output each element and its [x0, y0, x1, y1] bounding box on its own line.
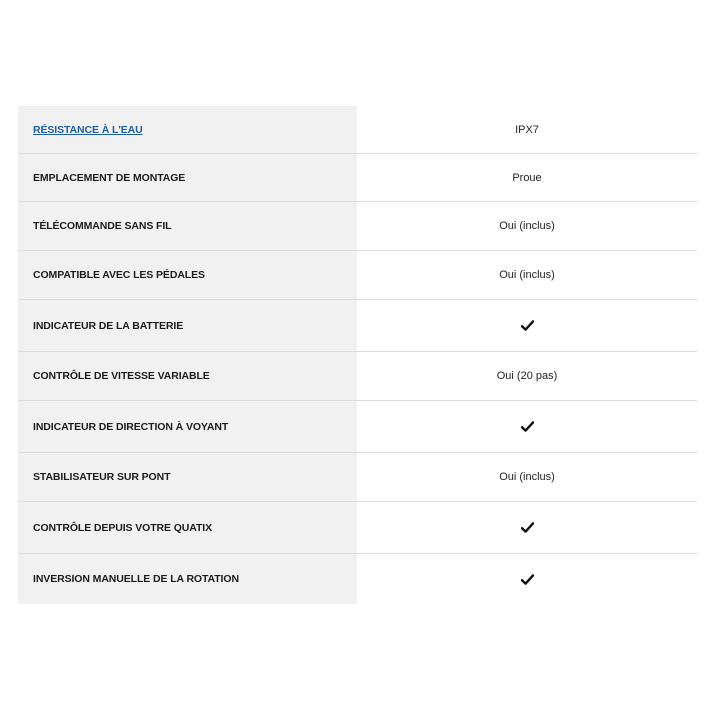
spec-row-mounting-location	[18, 154, 697, 202]
spec-value-battery-indicator	[357, 300, 697, 351]
spec-value-quatix-control	[357, 502, 697, 553]
spec-label-direction-indicator: INDICATEUR DE DIRECTION À VOYANT	[18, 401, 357, 452]
spec-value-pedal-compatible: Oui (inclus)	[499, 269, 555, 281]
spec-row-quatix-control	[18, 502, 697, 554]
spec-table	[18, 106, 697, 604]
spec-row-water-resistance	[18, 106, 697, 154]
spec-row-deck-stabilizer	[18, 453, 697, 502]
spec-value-direction-indicator	[357, 401, 697, 452]
checkmark-icon	[521, 421, 534, 432]
spec-value-manual-reverse	[357, 554, 697, 604]
spec-label-quatix-control: CONTRÔLE DEPUIS VOTRE QUATIX	[18, 502, 357, 553]
spec-value-wireless-remote: Oui (inclus)	[499, 220, 555, 232]
spec-row-pedal-compatible	[18, 251, 697, 300]
spec-row-battery-indicator	[18, 300, 697, 352]
spec-value-variable-speed: Oui (20 pas)	[496, 370, 558, 382]
spec-label-water-resistance-link[interactable]: RÉSISTANCE À L'EAU	[18, 106, 357, 153]
spec-row-variable-speed	[18, 352, 697, 401]
spec-label-manual-reverse: INVERSION MANUELLE DE LA ROTATION	[18, 554, 357, 604]
spec-label-battery-indicator: INDICATEUR DE LA BATTERIE	[18, 300, 357, 351]
spec-label-pedal-compatible: COMPATIBLE AVEC LES PÉDALES	[18, 251, 357, 299]
spec-row-direction-indicator	[18, 401, 697, 453]
spec-row-wireless-remote	[18, 202, 697, 251]
spec-value-mounting-location: Proue	[512, 171, 542, 184]
checkmark-icon	[521, 574, 534, 585]
spec-label-mounting-location: EMPLACEMENT DE MONTAGE	[18, 154, 357, 201]
spec-label-variable-speed: CONTRÔLE DE VITESSE VARIABLE	[18, 352, 357, 400]
spec-value-water-resistance: IPX7	[515, 123, 539, 136]
spec-label-wireless-remote: TÉLÉCOMMANDE SANS FIL	[18, 202, 357, 250]
checkmark-icon	[521, 320, 534, 331]
spec-value-deck-stabilizer: Oui (inclus)	[499, 471, 555, 483]
spec-row-manual-reverse	[18, 554, 697, 604]
checkmark-icon	[521, 522, 534, 533]
spec-label-deck-stabilizer: STABILISATEUR SUR PONT	[18, 453, 357, 501]
